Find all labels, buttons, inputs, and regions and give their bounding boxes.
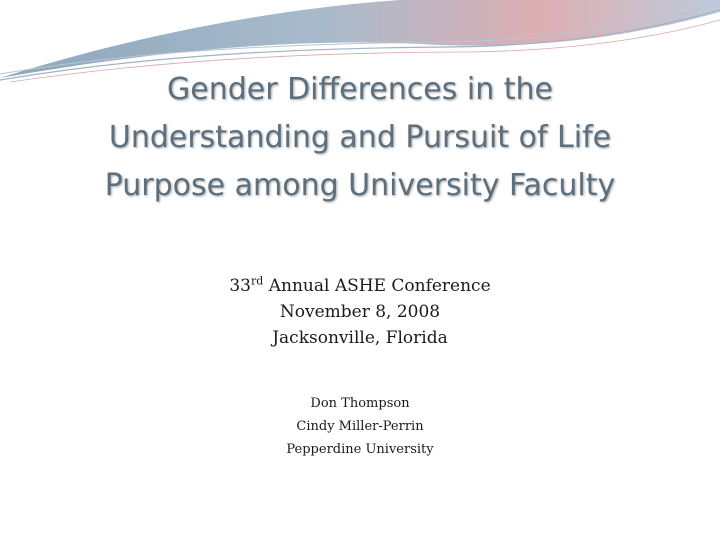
institution-name: Pepperdine University [286, 442, 434, 457]
authors-block [200, 392, 520, 461]
slide-title: Gender Differences in the Understanding and Pursuit of Life Purpose among University Faculty [104, 72, 616, 203]
conference-location: Jacksonville, Florida [272, 328, 448, 348]
conference-edition-number: 33 [229, 276, 251, 296]
conference-name-line [160, 273, 560, 299]
conference-name: Annual ASHE Conference [268, 276, 491, 296]
conference-edition-suffix: rd [251, 274, 264, 288]
author-name: Cindy Miller-Perrin [296, 419, 424, 434]
author-name: Don Thompson [310, 396, 410, 411]
conference-date: November 8, 2008 [279, 302, 441, 322]
conference-info [160, 273, 560, 351]
